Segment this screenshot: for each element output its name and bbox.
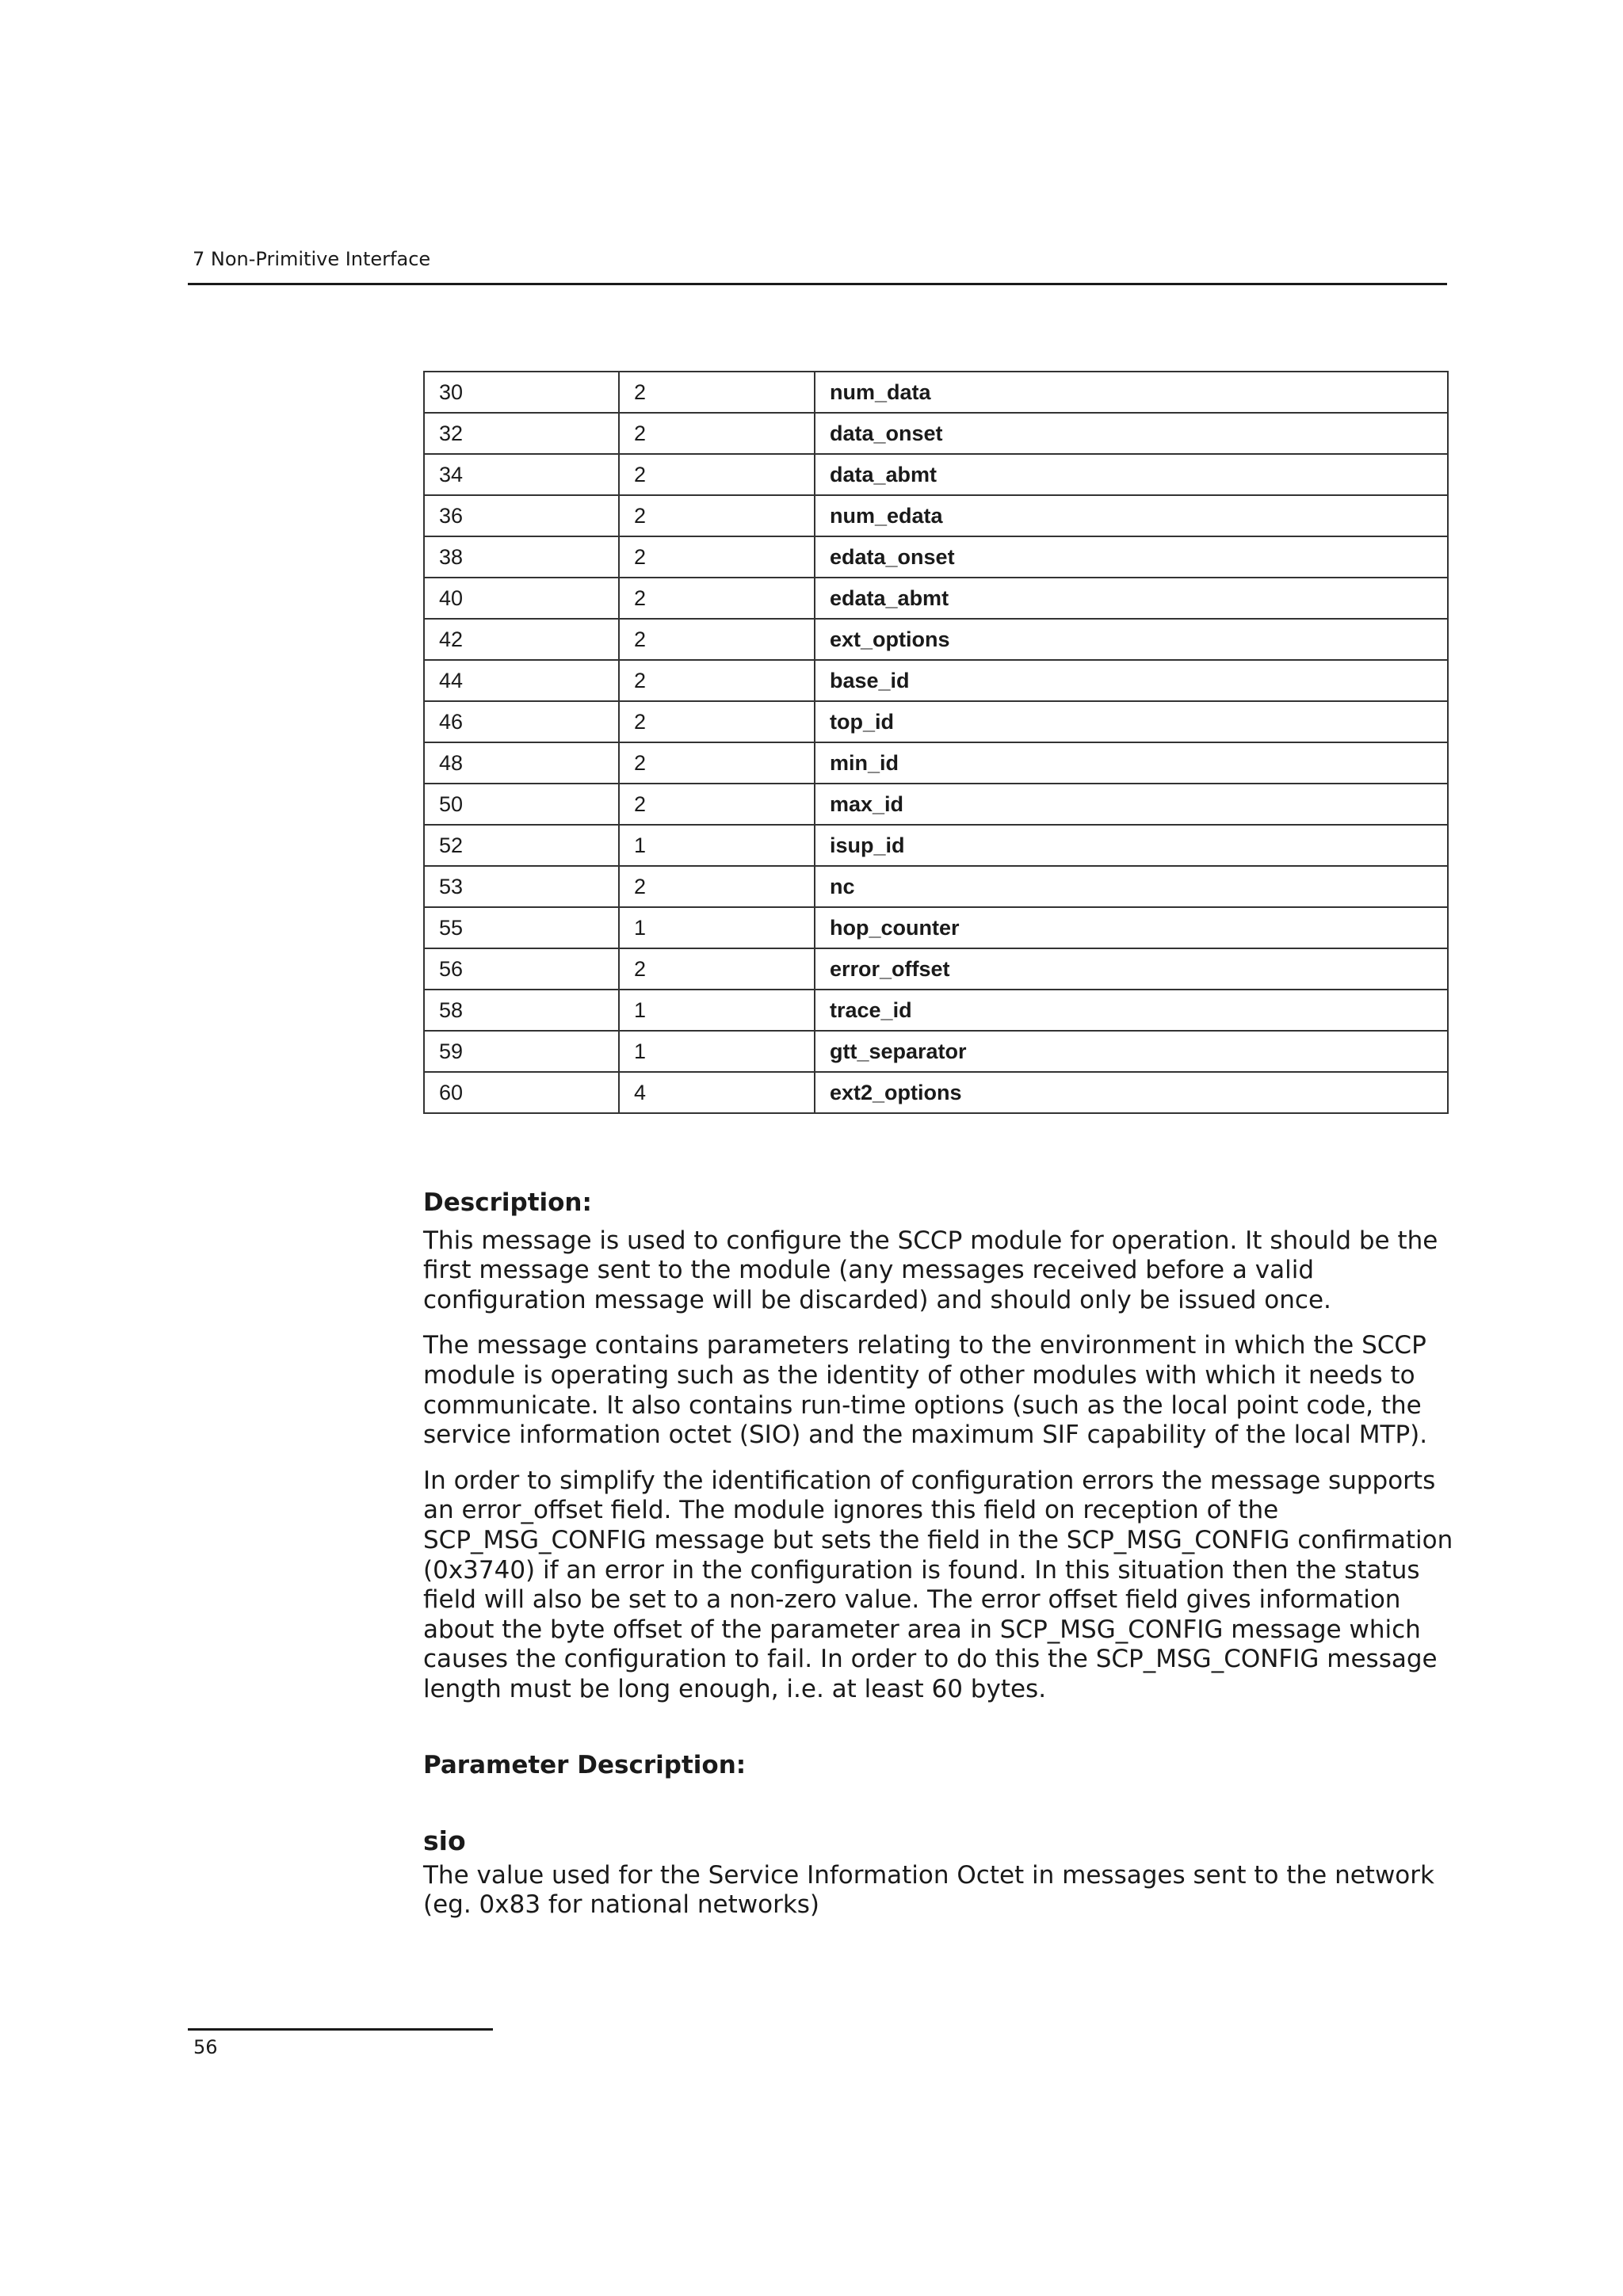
offset-cell: 38: [424, 536, 619, 578]
table-row: [424, 660, 1448, 701]
field-name-cell: gtt_separator: [815, 1031, 1448, 1072]
field-name-cell: min_id: [815, 742, 1448, 784]
description-paragraph-3: In order to simplify the identification of configuration errors the message supports an error_offset field. The module ignores this field on reception of the SCP_MSG_CONFIG message but sets the field in the SCP_MSG_CONFIG confirmation (0x3740) if an error in the configuration is found. In this situation then the status field will also be set to a non-zero value. The error offset field gives information about the byte offset of the parameter area in SCP_MSG_CONFIG message which causes the configuration to fail. In order to do this the SCP_MSG_CONFIG message length must be long enough, i.e. at least 60 bytes.: [423, 1466, 1453, 1703]
table-row: [424, 742, 1448, 784]
size-cell: 2: [619, 372, 815, 413]
table-row: [424, 536, 1448, 578]
header-rule: [188, 283, 1447, 285]
offset-cell: 53: [424, 866, 619, 907]
field-name-cell: hop_counter: [815, 907, 1448, 948]
description-paragraph-1: This message is used to configure the SCCP module for operation. It should be the first message sent to the module (any messages received before a valid configuration message will be discarded) and should only be issued once.: [423, 1226, 1438, 1314]
table-row: [424, 701, 1448, 742]
offset-cell: 55: [424, 907, 619, 948]
offset-cell: 44: [424, 660, 619, 701]
size-cell: 1: [619, 990, 815, 1031]
size-cell: 4: [619, 1072, 815, 1113]
size-cell: 2: [619, 660, 815, 701]
field-name-cell: edata_onset: [815, 536, 1448, 578]
table-row: [424, 866, 1448, 907]
field-name-cell: nc: [815, 866, 1448, 907]
size-cell: 2: [619, 413, 815, 454]
field-name-cell: trace_id: [815, 990, 1448, 1031]
table-row: [424, 948, 1448, 990]
field-name-cell: max_id: [815, 784, 1448, 825]
offset-cell: 34: [424, 454, 619, 495]
table-row: [424, 495, 1448, 536]
offset-cell: 52: [424, 825, 619, 866]
size-cell: 2: [619, 866, 815, 907]
size-cell: 2: [619, 619, 815, 660]
field-name-cell: ext2_options: [815, 1072, 1448, 1113]
offset-cell: 48: [424, 742, 619, 784]
offset-cell: 32: [424, 413, 619, 454]
size-cell: 1: [619, 1031, 815, 1072]
field-name-cell: data_onset: [815, 413, 1448, 454]
description-paragraph-2: The message contains parameters relating to the environment in which the SCCP module is operating such as the identity of other modules with which it needs to communicate. It also contains run-time options (such as the local point code, the service information octet (SIO) and the maximum SIF capability of the local MTP).: [423, 1331, 1428, 1450]
size-cell: 2: [619, 536, 815, 578]
size-cell: 2: [619, 454, 815, 495]
size-cell: 2: [619, 495, 815, 536]
running-header: 7 Non-Primitive Interface: [193, 248, 431, 270]
main-content: [423, 1188, 1453, 1936]
offset-cell: 60: [424, 1072, 619, 1113]
description-heading: Description:: [423, 1188, 592, 1217]
size-cell: 2: [619, 948, 815, 990]
size-cell: 2: [619, 742, 815, 784]
table-row: [424, 413, 1448, 454]
field-name-cell: num_edata: [815, 495, 1448, 536]
parameter-name-sio: sio: [423, 1825, 466, 1857]
offset-cell: 50: [424, 784, 619, 825]
footer-rule: [188, 2028, 493, 2031]
offset-cell: 58: [424, 990, 619, 1031]
parameter-table: [423, 371, 1449, 1114]
offset-cell: 59: [424, 1031, 619, 1072]
parameter-description-heading: Parameter Description:: [423, 1750, 747, 1779]
table-row: [424, 619, 1448, 660]
offset-cell: 56: [424, 948, 619, 990]
field-name-cell: top_id: [815, 701, 1448, 742]
field-name-cell: edata_abmt: [815, 578, 1448, 619]
table-row: [424, 372, 1448, 413]
field-name-cell: num_data: [815, 372, 1448, 413]
table-row: [424, 990, 1448, 1031]
offset-cell: 42: [424, 619, 619, 660]
size-cell: 2: [619, 701, 815, 742]
field-name-cell: error_offset: [815, 948, 1448, 990]
size-cell: 1: [619, 907, 815, 948]
field-name-cell: isup_id: [815, 825, 1448, 866]
table-row: [424, 784, 1448, 825]
table-row: [424, 578, 1448, 619]
parameter-table-body: [424, 372, 1448, 1113]
field-name-cell: base_id: [815, 660, 1448, 701]
field-name-cell: data_abmt: [815, 454, 1448, 495]
size-cell: 2: [619, 578, 815, 619]
table-row: [424, 825, 1448, 866]
offset-cell: 30: [424, 372, 619, 413]
parameter-text-sio: The value used for the Service Information Octet in messages sent to the network (eg. 0x83 for national networks): [423, 1860, 1434, 1920]
offset-cell: 36: [424, 495, 619, 536]
table-row: [424, 907, 1448, 948]
table-row: [424, 1072, 1448, 1113]
size-cell: 1: [619, 825, 815, 866]
table-row: [424, 454, 1448, 495]
offset-cell: 40: [424, 578, 619, 619]
field-name-cell: ext_options: [815, 619, 1448, 660]
offset-cell: 46: [424, 701, 619, 742]
page-number: 56: [193, 2036, 218, 2058]
table-row: [424, 1031, 1448, 1072]
size-cell: 2: [619, 784, 815, 825]
